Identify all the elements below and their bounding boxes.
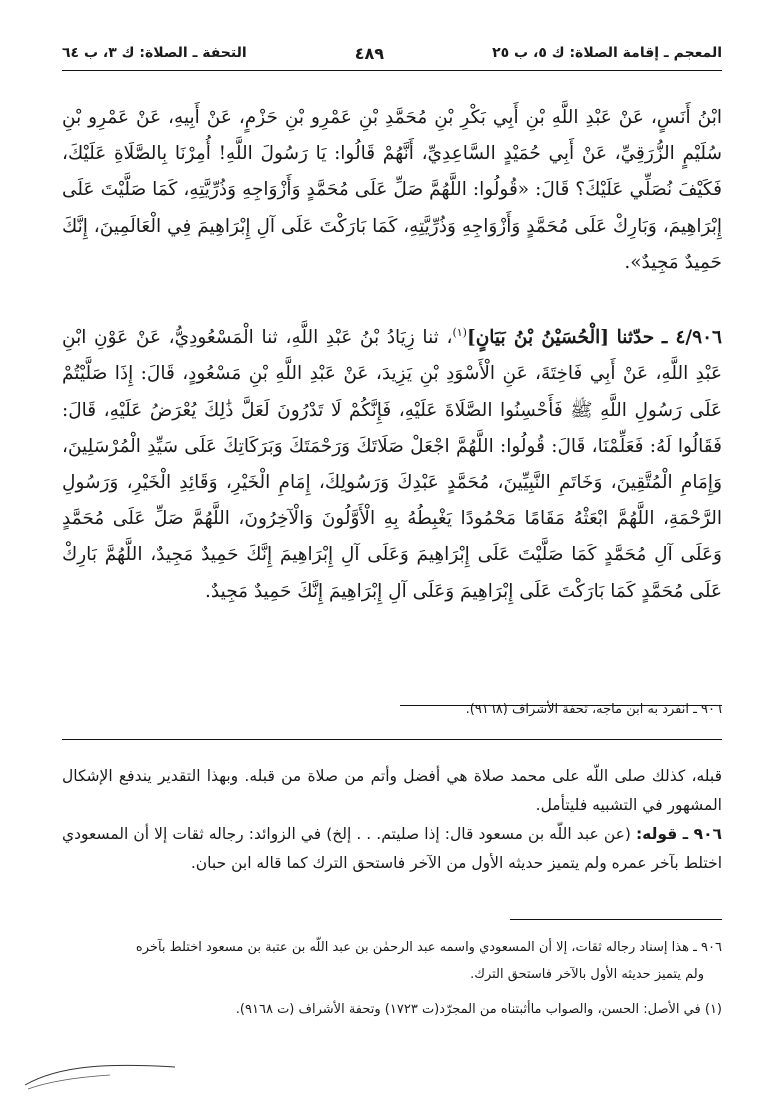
footnote-ref: (١) [452,326,467,339]
header-right: المعجم ـ إقامة الصلاة: ك ٥، ب ٢٥ [492,45,722,61]
commentary-para-1: قبله، كذلك صلى اللّه على محمد صلاة هي أفضل وأتم من صلاة من قبله. وبهذا التقدير يندفع الإشكال المشهور في التشبيه فليتأمل. [62,767,722,814]
bottom-notes [62,934,722,1023]
footnote-1: (١) في الأصل: الحسن، والصواب ماأثبتناه من المجرّد(ت ١٧٢٣) وتحفة الأشراف (ت ٩١٦٨). [235,1002,722,1017]
zawaid-note-line-2: ولم يتميز حديثه الأول بالآخر فاستحق الترك. [470,967,704,982]
running-header [62,40,722,66]
page-number: ٤٨٩ [354,43,385,63]
hadith-906-text: ، ثنا زِيَادُ بْنُ عَبْدِ اللَّهِ، ثنا الْمَسْعُودِيُّ، عَنْ عَوْنِ ابْنِ عَبْدِ اللَّهِ، عَنْ أَبِي فَاخِتَةَ، عَنِ الْأَسْوَدِ بْنِ يَزِيدَ، عَنْ عَبْدِ اللَّهِ بْنِ مَسْعُودٍ، قَالَ: إِذَا صَلَّيْتُمْ عَلَى رَسُولِ اللَّهِ ﷺ فَأَحْسِنُوا الصَّلَاةَ عَلَيْهِ، فَإِنَّكُمْ لَا تَدْرُونَ لَعَلَّ ذَٰلِكَ يُعْرَضُ عَلَيْهِ، قَالَ: فَقَالُوا لَهُ: فَعَلِّمْنَا، قَالَ: قُولُوا: اللَّهُمَّ اجْعَلْ صَلَاتَكَ وَرَحْمَتَكَ وَبَرَكَاتِكَ عَلَى سَيِّدِ الْمُرْسَلِينَ، وَإِمَامِ الْمُتَّقِينَ، وَخَاتَمِ النَّبِيِّينَ، مُحَمَّدٍ عَبْدِكَ وَرَسُولِكَ، إِمَامِ الْخَيْرِ، وَقَائِدِ الْخَيْرِ، وَرَسُولِ الرَّحْمَةِ، اللَّهُمَّ ابْعَثْهُ مَقَامًا مَحْمُودًا يَغْبِطُهُ بِهِ الْأَوَّلُونَ وَالْآخِرُونَ، اللَّهُمَّ صَلِّ عَلَى مُحَمَّدٍ وَعَلَى آلِ مُحَمَّدٍ كَمَا صَلَّيْتَ عَلَى إِبْرَاهِيمَ وَعَلَى آلِ إِبْرَاهِيمَ إِنَّكَ حَمِيدٌ مَجِيدٌ، اللَّهُمَّ بَارِكْ عَلَى مُحَمَّدٍ كَمَا بَارَكْتَ عَلَى إِبْرَاهِيمَ وَعَلَى آلِ إِبْرَاهِيمَ إِنَّكَ حَمِيدٌ مَجِيدٌ. [62,327,722,602]
commentary [62,762,722,878]
separator-long [62,739,722,740]
hadith-906 [62,315,722,610]
header-rule [62,70,722,71]
commentary-label: ٩٠٦ ـ قوله: [635,825,722,843]
takhrij-note: ٩٠٦ ـ انفرد به ابن ماجه، تحفة الأشراف (٩١٦٨). [465,702,722,717]
hadith-narrator: [الْحُسَيْنُ بْنُ بَيَانٍ] [466,327,609,349]
commentary-para-2 [62,820,722,878]
hadith-905-continuation [62,100,722,281]
hadith-906-paragraph [62,315,722,610]
hadith-opening: حدّثنا [616,327,655,349]
commentary-para-2-text: (عن عبد اللّه بن مسعود قال: إذا صليتم. . . إلخ) في الزوائد: رجاله ثقات إلا أن المسعودي اختلط بآخر عمره ولم يتميز حديثه الأول من الآخر فاستحق الترك كما قاله ابن حبان. [62,825,722,872]
hadith-905-text: ابْنُ أَنَسٍ، عَنْ عَبْدِ اللَّهِ بْنِ أَبِي بَكْرِ بْنِ مُحَمَّدِ بْنِ عَمْرِو بْنِ حَزْمٍ، عَنْ أَبِيهِ، عَنْ عَمْرِو بْنِ سُلَيْمٍ الزُّرَقِيِّ، عَنْ أَبِي حُمَيْدٍ السَّاعِدِيِّ، أَنَّهُمْ قَالُوا: يَا رَسُولَ اللَّهِ! أُمِرْنَا بِالصَّلَاةِ عَلَيْكَ، فَكَيْفَ نُصَلِّي عَلَيْكَ؟ قَالَ: «قُولُوا: اللَّهُمَّ صَلِّ عَلَى مُحَمَّدٍ وَأَزْوَاجِهِ وَذُرِّيَّتِهِ، كَمَا صَلَّيْتَ عَلَى إِبْرَاهِيمَ، وَبَارِكْ عَلَى مُحَمَّدٍ وَأَزْوَاجِهِ وَذُرِّيَّتِهِ، كَمَا بَارَكْتَ عَلَى آلِ إِبْرَاهِيمَ فِي الْعَالَمِينَ، إِنَّكَ حَمِيدٌ مَجِيدٌ». [62,107,722,273]
header-left: التحفة ـ الصلاة: ك ٣، ب ٦٤ [62,45,247,61]
zawaid-note-line-1: ٩٠٦ ـ هذا إسناد رجاله ثقات، إلا أن المسعودي واسمه عبد الرحمٰن بن عبد اللّه بن عتبة بن مسعود اختلط بآخره [135,940,722,955]
pen-scribble-mark [20,1055,180,1095]
hadith-number: ٤/٩٠٦ ـ [661,327,722,349]
separator-short-2 [510,919,722,920]
